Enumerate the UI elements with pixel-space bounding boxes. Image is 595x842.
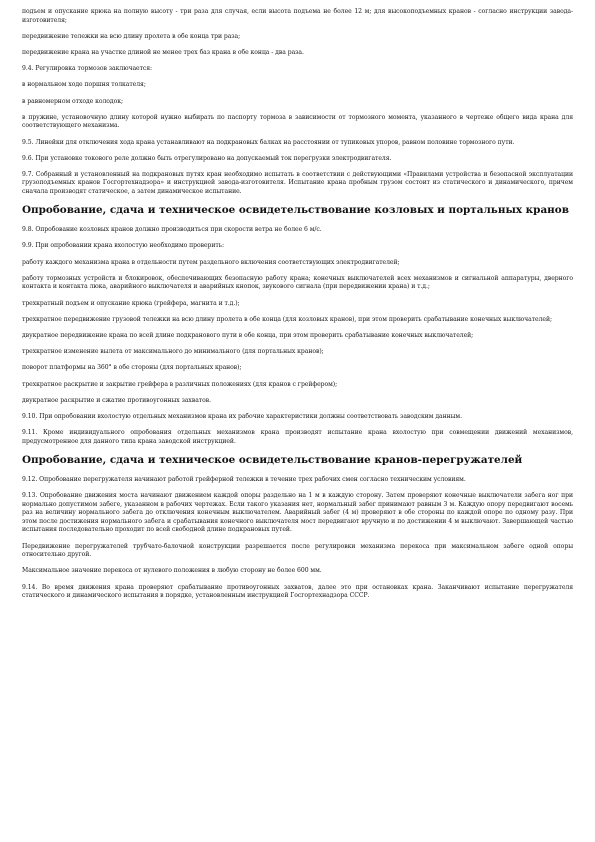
paragraph-trolley-travel: передвижение тележки на всю длину пролета в обе конца три раза;: [22, 32, 241, 40]
paragraph-9-11: 9.11. Кроме индивидуального опробования отдельных механизмов крана производят испытание крана вхолостую при совмещении движений механизмов, предусмотренное для данного типа крана заводской инструкцией.: [22, 429, 573, 445]
paragraph-double-crane-travel: двукратное передвижение крана по всей длине подкранового пути в обе конца, при этом проверить срабатывание конечных выключателей;: [22, 331, 474, 339]
paragraph-9-14: 9.14. Во время движения крана проверяют срабатывание противоугонных захватов, далее это при остановках крана. Заканчивают испытание перегружателя статического и динамического испытания в порядке, установленным инструкцией Госгортехнадзора СССР.: [22, 583, 573, 600]
paragraph-9-10: 9.10. При опробовании вхолостую отдельных механизмов крана их рабочие характеристики должны соответствовать заводским данным.: [22, 412, 462, 420]
paragraph-piston-stroke: в нормальном ходе поршня толкателя;: [22, 81, 146, 89]
paragraph-9-9: 9.9. При опробовании крана вхолостую необходимо проверить:: [22, 242, 225, 250]
paragraph-9-6: 9.6. При установке токового реле должно быть отрегулировано на допускаемый ток перегрузки электродвигателя.: [22, 154, 392, 162]
paragraph-triple-trolley: трехкратное передвижение грузовой тележки на всю длину пролета в обе конца (для козловых кранов), при этом проверить срабатывание конечных выключателей;: [22, 315, 552, 323]
paragraph-triple-lift: трехкратный подъем и опускание крюка (грейфера, магнита и т.д.);: [22, 299, 240, 307]
heading-gantry-portal-cranes: Опробование, сдача и техническое освидетельствование козловых и портальных кранов: [22, 204, 569, 217]
paragraph-spring-length: в пружине, установочную длину которой нужно выбирать по паспорту тормоза в зависимости от тормозного момента, указанного в чертеже общего вида крана для соответствующего механизма.: [22, 113, 573, 130]
paragraph-skew-adjustment: Передвижение перегружателей трубчато-балочной конструкции разрешается после регулировки механизма перекоса при максимальном забеге одной опоры относительно другой.: [22, 542, 573, 559]
paragraph-hoist-lifting: подъем и опускание крюка на полную высоту - три раза для случая, если высота подъема не более 12 м; для высокоподъемных кранов - согласно инструкции завода-изготовителя;: [22, 8, 573, 24]
paragraph-shoe-clearance: в равномерном отходе колодок;: [22, 97, 124, 105]
paragraph-grab-opening: трехкратное раскрытие и закрытие грейфера в различных положениях (для кранов с грейфером);: [22, 380, 338, 388]
paragraph-crane-travel: передвижение крана на участке длиной не менее трех баз крана в обе конца - два раза.: [22, 48, 304, 56]
paragraph-9-12: 9.12. Опробование перегружателя начинают работой грейферной тележки в течение трех рабочих смен согласно техническим условиям.: [22, 475, 466, 483]
heading-transfer-cranes: Опробование, сдача и техническое освидетельствование кранов-перегружателей: [22, 453, 523, 466]
paragraph-9-8: 9.8. Опробование козловых кранов должно производиться при скорости ветра не более 6 м/с.: [22, 226, 322, 234]
document-page: [22, 8, 573, 608]
paragraph-platform-rotation: поворот платформы на 360° в обе стороны (для портальных кранов);: [22, 364, 242, 372]
paragraph-reach-change: трехкратное изменение вылета от максимального до минимального (для портальных кранов);: [22, 348, 324, 356]
paragraph-rail-clamps: двукратное раскрытие и сжатие противоугонных захватов.: [22, 396, 211, 404]
paragraph-max-skew: Максимальное значение перекоса от нулевого положения в любую сторону не более 600 мм.: [22, 567, 322, 575]
paragraph-each-mechanism: работу каждого механизма крана в отдельности путем раздельного включения соответствующих электродвигателей;: [22, 258, 400, 266]
paragraph-9-5: 9.5. Линейки для отключения хода крана устанавливают на подкрановых балках на расстоянии от тупиковых упоров, равном половине тормозного пути.: [22, 138, 515, 146]
paragraph-9-7: 9.7. Собранный и установленный на подкрановых путях кран необходимо испытать в соответствии с действующими «Правилами устройства и безопасной эксплуатации грузоподъемных кранов Госгортехнадзора» и инструкцией завода-изготовителя. Испытание крана пробным грузом состоит из статического и динамического, причем сначала производят статическое, а затем динамическое испытание.: [22, 170, 573, 196]
paragraph-9-13: 9.13. Опробование движения моста начинают движением каждой опоры раздельно на 1 м в каждую сторону. Затем проверяют конечные выключатели забега ног при нормально допустимом забеге, указанном в рабочих чертежах. Если такого указания нет, нормальный забег принимают равным 3 м. Каждую опору передвигают восемь раз на величину нормального забега до отключения конечным выключателем. Аварийный забег (4 м) проверяют в обе стороны по каждой опоре по одному разу. При этом после достижения нормального забега и срабатывания конечного выключателя мост передвигают вручную и по достижении 4 м выключают. Завершающей частью испытания последовательно проходит по всей свободной длине подкрановых путей.: [22, 492, 573, 534]
paragraph-9-4: 9.4. Регулировка тормозов заключается:: [22, 65, 153, 73]
paragraph-brakes-interlocks: работу тормозных устройств и блокировок, обеспечивающих безопасную работу крана; конечных выключателей всех механизмов и сигнальной аппаратуры, дверного контакта и контакта люка, аварийного выключателя и аварийных кнопок, звукового сигнала (при передвижении крана) и т.д.;: [22, 274, 573, 291]
